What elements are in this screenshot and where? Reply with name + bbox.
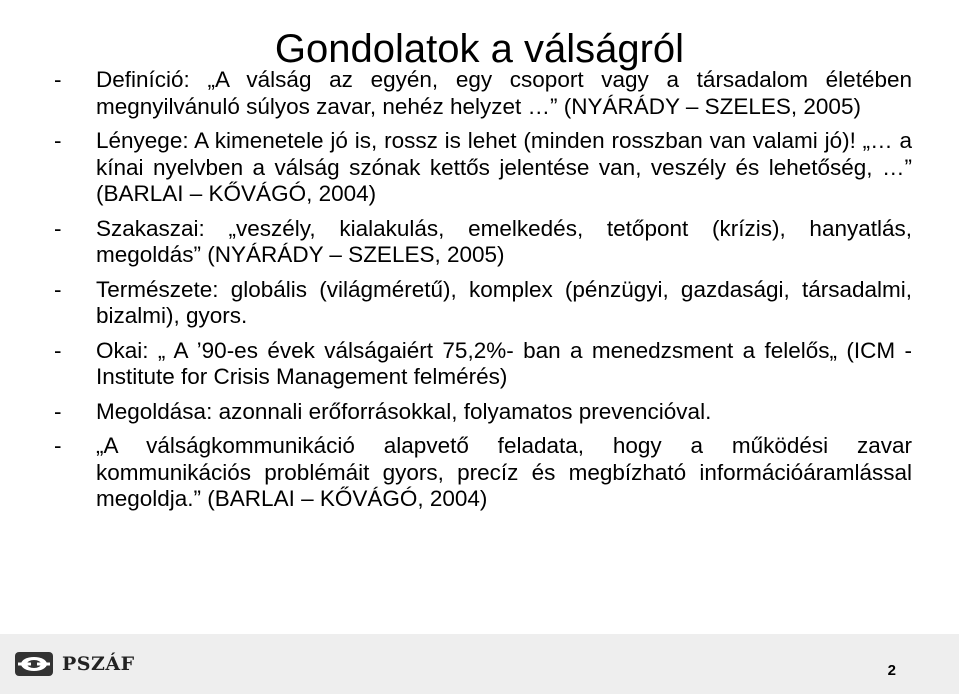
footer-band xyxy=(0,634,959,694)
pszaf-logo xyxy=(14,649,135,679)
bullet-text: Definíció: „A válság az egyén, egy csoport vagy a társadalom életében megnyilvánuló súlyos zavar, nehéz helyzet …” (NYÁRÁDY – SZELES, 2005) xyxy=(96,67,912,119)
bullet-dash: - xyxy=(54,398,62,424)
bullet-causes xyxy=(54,338,912,391)
bullet-essence xyxy=(54,128,912,208)
pszaf-logo-icon xyxy=(14,649,54,679)
bullet-dash: - xyxy=(54,337,62,363)
bullet-solution xyxy=(54,399,912,426)
bullet-list xyxy=(54,67,912,521)
bullet-nature xyxy=(54,277,912,330)
bullet-crisis-communication xyxy=(54,433,912,513)
logo-text: PSZÁF xyxy=(62,653,135,675)
bullet-dash: - xyxy=(54,433,62,458)
bullet-phases xyxy=(54,216,912,269)
bullet-text: Okai: „ A ’90-es évek válságaiért 75,2%- ban a menedzsment a felelős„ (ICM - Institute for Crisis Management felmérés) xyxy=(96,337,912,389)
bullet-text: „A válságkommunikáció alapvető feladata, hogy a működési zavar kommunikációs problémáit gyors, precíz és megbízható információáramlással megoldja.” (BARLAI – KŐVÁGÓ, 2004) xyxy=(96,433,912,511)
bullet-text: Lényege: A kimenetele jó is, rossz is lehet (minden rosszban van valami jó)! „… a kínai nyelvben a válság szónak kettős jelentése van, veszély és lehetőség, …” (BARLAI – KŐVÁGÓ, 2004) xyxy=(96,128,912,206)
bullet-text: Megoldása: azonnali erőforrásokkal, folyamatos prevencióval. xyxy=(96,398,712,424)
bullet-text: Szakaszai: „veszély, kialakulás, emelkedés, tetőpont (krízis), hanyatlás, megoldás” (NYÁRÁDY – SZELES, 2005) xyxy=(96,215,912,267)
bullet-dash: - xyxy=(54,128,62,153)
slide-title: Gondolatok a válságról xyxy=(274,26,685,71)
bullet-dash: - xyxy=(54,67,62,92)
bullet-dash: - xyxy=(54,276,62,302)
page-number: 2 xyxy=(887,662,896,679)
bullet-text: Természete: globális (világméretű), komplex (pénzügyi, gazdasági, társadalmi, bizalmi), gyors. xyxy=(96,276,912,328)
bullet-definition xyxy=(54,67,912,120)
bullet-dash: - xyxy=(54,215,62,241)
